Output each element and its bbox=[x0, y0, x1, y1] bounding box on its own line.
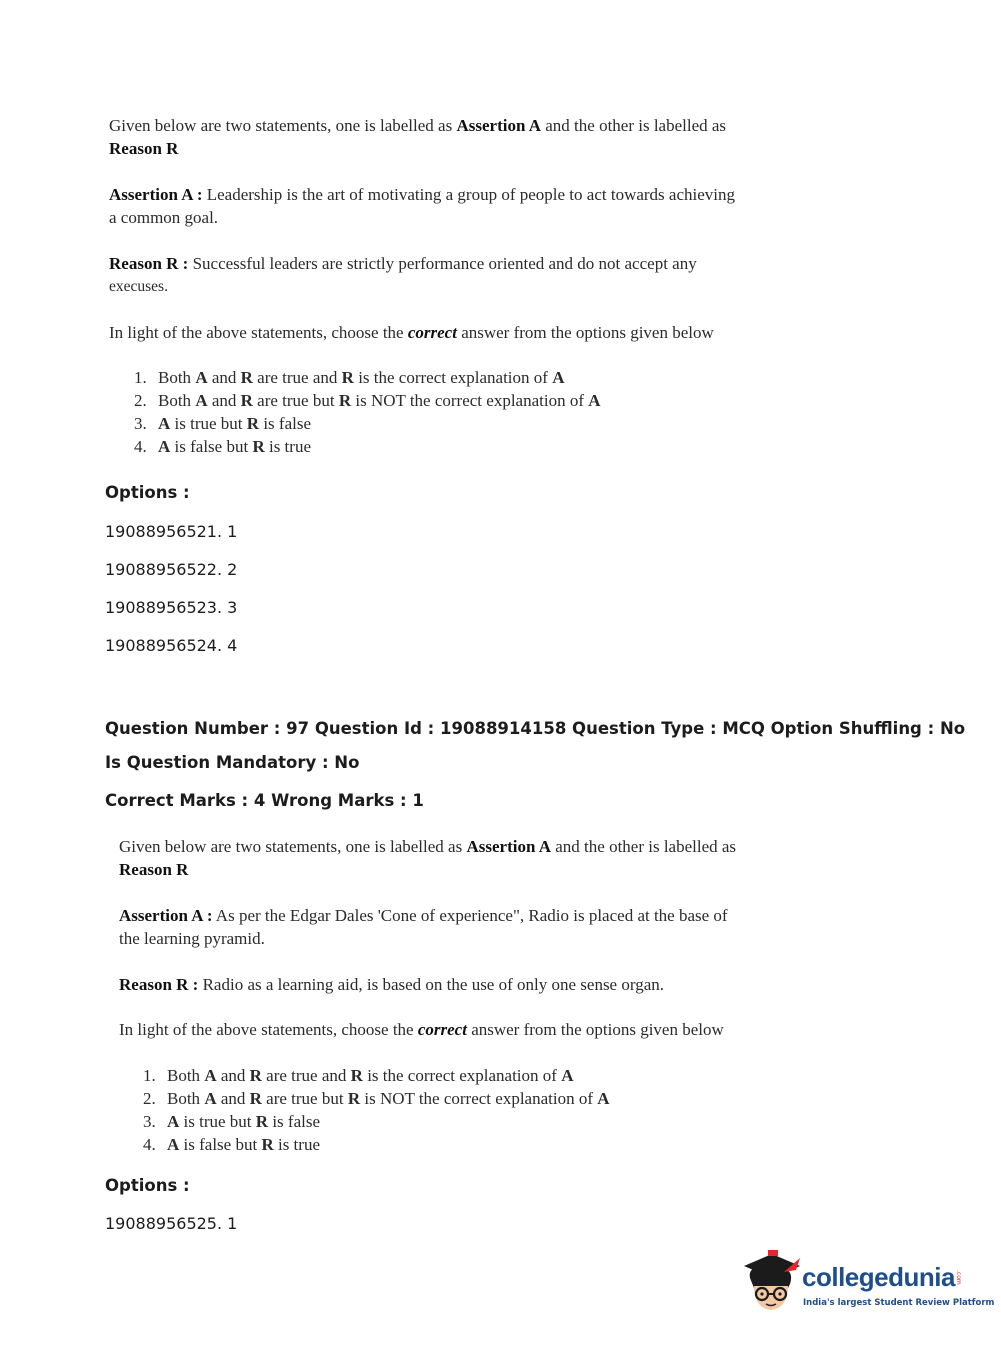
logo-tagline: India's largest Student Review Platform bbox=[803, 1298, 995, 1308]
assertion-text-2: the learning pyramid. bbox=[119, 929, 265, 948]
choice-text: are true and bbox=[252, 368, 342, 387]
choice-term: A bbox=[552, 368, 565, 387]
choice-term: R bbox=[350, 1066, 363, 1085]
option-item: 19088956523. 3 bbox=[105, 598, 238, 617]
choice-term: R bbox=[341, 368, 354, 387]
intro-reason-label: Reason R bbox=[109, 139, 179, 158]
choice-text: and bbox=[207, 368, 241, 387]
assertion-line bbox=[119, 904, 728, 927]
instruction-text: In light of the above statements, choose the bbox=[119, 1020, 418, 1039]
choice-text: is false but bbox=[170, 437, 253, 456]
instruction-emphasis: correct bbox=[407, 323, 457, 342]
choice-text: and bbox=[216, 1066, 250, 1085]
choice-item bbox=[143, 1110, 320, 1133]
choice-term: R bbox=[261, 1135, 274, 1154]
choice-text: are true and bbox=[261, 1066, 351, 1085]
choice-text: Both bbox=[158, 368, 196, 387]
option-item: 19088956525. 1 bbox=[105, 1214, 238, 1233]
assertion-text-2: a common goal. bbox=[109, 208, 219, 227]
choice-number: 4. bbox=[143, 1135, 156, 1154]
choice-text: is true bbox=[273, 1135, 320, 1154]
mascot-icon bbox=[740, 1248, 802, 1318]
logo-suffix: .com bbox=[955, 1270, 962, 1285]
intro-text-2: and the other is labelled as bbox=[551, 837, 737, 856]
choice-term: R bbox=[347, 1089, 361, 1108]
assertion-line-2 bbox=[119, 927, 265, 950]
reason-text: Radio as a learning aid, is based on the use of only one sense organ. bbox=[198, 975, 665, 994]
choice-term: R bbox=[240, 391, 253, 410]
choice-number: 4. bbox=[134, 437, 147, 456]
choice-text: are true but bbox=[252, 391, 339, 410]
collegedunia-logo bbox=[740, 1248, 995, 1318]
choice-number: 1. bbox=[143, 1066, 156, 1085]
choice-term: A bbox=[195, 368, 208, 387]
intro-line bbox=[119, 835, 736, 858]
choice-text: is false bbox=[259, 414, 311, 433]
instruction-line bbox=[109, 321, 714, 344]
assertion-line-2 bbox=[109, 206, 218, 229]
question-mandatory: Is Question Mandatory : No bbox=[105, 753, 360, 772]
intro-reason-label: Reason R bbox=[119, 860, 189, 879]
choice-term: R bbox=[249, 1066, 262, 1085]
choice-text: and bbox=[207, 391, 241, 410]
reason-line bbox=[119, 973, 664, 996]
reason-line bbox=[109, 252, 697, 275]
options-heading: Options : bbox=[105, 483, 190, 502]
intro-line bbox=[109, 114, 726, 137]
choice-item bbox=[143, 1064, 573, 1087]
choice-term: A bbox=[204, 1066, 217, 1085]
logo-brand: collegedunia bbox=[802, 1262, 955, 1292]
choice-term: A bbox=[588, 391, 601, 410]
choice-text: are true but bbox=[261, 1089, 348, 1108]
assertion-label: Assertion A : bbox=[109, 185, 203, 204]
reason-label: Reason R : bbox=[109, 254, 189, 273]
choice-term: R bbox=[252, 437, 265, 456]
choice-text: Both bbox=[167, 1089, 205, 1108]
choice-number: 2. bbox=[134, 391, 147, 410]
choice-text: is the correct explanation of bbox=[362, 1066, 562, 1085]
choice-term: A bbox=[167, 1112, 180, 1131]
instruction-emphasis: correct bbox=[417, 1020, 467, 1039]
choice-text: and bbox=[216, 1089, 250, 1108]
choice-item bbox=[134, 389, 601, 412]
choice-text: Both bbox=[158, 391, 196, 410]
choice-term: R bbox=[246, 414, 260, 433]
option-item: 19088956524. 4 bbox=[105, 636, 238, 655]
choice-number: 2. bbox=[143, 1089, 156, 1108]
intro-text: Given below are two statements, one is labelled as bbox=[119, 837, 467, 856]
option-item: 19088956522. 2 bbox=[105, 560, 238, 579]
choice-item bbox=[143, 1133, 320, 1156]
choice-item bbox=[134, 366, 564, 389]
choice-term: R bbox=[249, 1089, 262, 1108]
choice-term: R bbox=[240, 368, 253, 387]
choice-term: R bbox=[338, 391, 352, 410]
assertion-text: Leadership is the art of motivating a group of people to act towards achieving bbox=[202, 185, 736, 204]
choice-term: A bbox=[167, 1135, 180, 1154]
choice-text: is true bbox=[264, 437, 311, 456]
choice-text: Both bbox=[167, 1066, 205, 1085]
choice-term: A bbox=[597, 1089, 610, 1108]
intro-text-2: and the other is labelled as bbox=[541, 116, 727, 135]
reason-label: Reason R : bbox=[119, 975, 199, 994]
choice-number: 1. bbox=[134, 368, 147, 387]
choice-item bbox=[134, 412, 311, 435]
choice-text: is the correct explanation of bbox=[353, 368, 553, 387]
intro-assertion: Assertion A bbox=[456, 116, 541, 135]
assertion-line bbox=[109, 183, 735, 206]
reason-line-2 bbox=[109, 275, 168, 298]
choice-number: 3. bbox=[134, 414, 147, 433]
choice-text: is false bbox=[268, 1112, 320, 1131]
option-item: 19088956521. 1 bbox=[105, 522, 238, 541]
choice-number: 3. bbox=[143, 1112, 156, 1131]
choice-text: is true but bbox=[179, 1112, 256, 1131]
choice-text: is true but bbox=[170, 414, 247, 433]
choice-item bbox=[134, 435, 311, 458]
assertion-text: As per the Edgar Dales 'Cone of experience", Radio is placed at the base of bbox=[212, 906, 728, 925]
instruction-text-2: answer from the options given below bbox=[456, 323, 714, 342]
choice-term: R bbox=[255, 1112, 269, 1131]
reason-text-2: execuses. bbox=[109, 278, 168, 295]
instruction-text-2: answer from the options given below bbox=[466, 1020, 724, 1039]
intro-reason bbox=[109, 137, 178, 160]
choice-term: A bbox=[204, 1089, 217, 1108]
choice-term: A bbox=[158, 437, 171, 456]
intro-assertion: Assertion A bbox=[466, 837, 551, 856]
reason-text: Successful leaders are strictly performance oriented and do not accept any bbox=[188, 254, 697, 273]
intro-reason bbox=[119, 858, 188, 881]
assertion-label: Assertion A : bbox=[119, 906, 213, 925]
choice-term: A bbox=[158, 414, 171, 433]
choice-text: is false but bbox=[179, 1135, 262, 1154]
choice-text: is NOT the correct explanation of bbox=[351, 391, 589, 410]
options-heading: Options : bbox=[105, 1176, 190, 1195]
choice-text: is NOT the correct explanation of bbox=[360, 1089, 598, 1108]
instruction-text: In light of the above statements, choose the bbox=[109, 323, 408, 342]
intro-text: Given below are two statements, one is labelled as bbox=[109, 116, 457, 135]
question-header: Question Number : 97 Question Id : 19088914158 Question Type : MCQ Option Shuffling : No bbox=[105, 719, 966, 738]
instruction-line bbox=[119, 1018, 724, 1041]
choice-term: A bbox=[195, 391, 208, 410]
question-marks: Correct Marks : 4 Wrong Marks : 1 bbox=[105, 791, 424, 810]
choice-term: A bbox=[561, 1066, 574, 1085]
choice-item bbox=[143, 1087, 610, 1110]
